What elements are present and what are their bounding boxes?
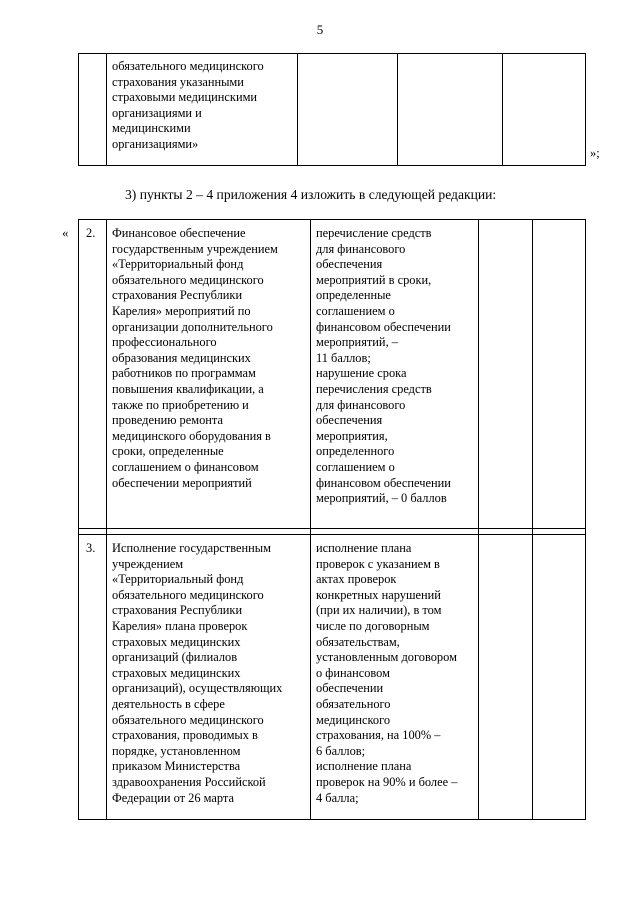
table-row-divider bbox=[78, 534, 585, 535]
table-border-top bbox=[78, 53, 585, 54]
table-border-col bbox=[106, 219, 107, 820]
table-border-col bbox=[397, 53, 398, 166]
row-name-cell: Финансовое обеспечение государственным учреждением «Территориальный фонд обязательного медицинского страхования Республики Карелия» мероприятий по организации дополнительного профессионального образования медицинских работников по программам повышения квалификации, а также по приобретению и проведению ремонта медицинского оборудования в сроки, определенные соглашением о финансовом обеспечении мероприятий bbox=[112, 226, 278, 490]
row-number: 3. bbox=[86, 541, 96, 555]
table-border-col bbox=[78, 53, 79, 166]
row-number: 2. bbox=[86, 226, 96, 240]
table-border-col bbox=[532, 219, 533, 820]
table-border-col bbox=[585, 219, 586, 820]
table-border-bottom bbox=[78, 819, 585, 820]
page-number: 5 bbox=[316, 22, 324, 37]
closing-quote-mark: »; bbox=[590, 146, 600, 160]
table-cell-text: обязательного медицинского страхования указанными страховыми медицинскими организациями и медицинскими организациями» bbox=[112, 59, 264, 151]
row-criteria-cell: перечисление средств для финансового обеспечения мероприятий в сроки, определенные соглашением о финансовом обеспечении мероприятий, – 11 баллов; нарушение срока перечисления средств для финансового обеспечения мероприятия, определенного соглашением о финансовом обеспечении мероприятий, – 0 баллов bbox=[316, 226, 451, 506]
table-border-col bbox=[78, 219, 79, 820]
table-border-col bbox=[310, 219, 311, 820]
table-border-top bbox=[78, 219, 585, 220]
table-border-col bbox=[478, 219, 479, 820]
table-border-col bbox=[585, 53, 586, 166]
row-name-cell: Исполнение государственным учреждением «Территориальный фонд обязательного медицинского страхования Республики Карелия» плана проверок страховых медицинских организаций (филиалов страховых медицинских организаций), осуществляющих деятельность в сфере обязательного медицинского страхования, проводимых в порядке, установленном приказом Министерства здравоохранения Российской Федерации от 26 марта bbox=[112, 541, 283, 805]
table-border-col bbox=[297, 53, 298, 166]
table-border-col bbox=[502, 53, 503, 166]
table-border-col bbox=[106, 53, 107, 166]
open-quote-mark: « bbox=[62, 225, 69, 240]
instruction-paragraph: 3) пункты 2 – 4 приложения 4 изложить в следующей редакции: bbox=[125, 187, 497, 202]
row-criteria-cell: исполнение плана проверок с указанием в актах проверок конкретных нарушений (при их наличии), в том числе по договорным обязательствам, установленным договором о финансовом обеспечении обязательного медицинского страхования, на 100% – 6 баллов; исполнение плана проверок на 90% и более – 4 балла; bbox=[316, 541, 458, 805]
table-row-divider bbox=[78, 528, 585, 529]
table-border-bottom bbox=[78, 165, 585, 166]
